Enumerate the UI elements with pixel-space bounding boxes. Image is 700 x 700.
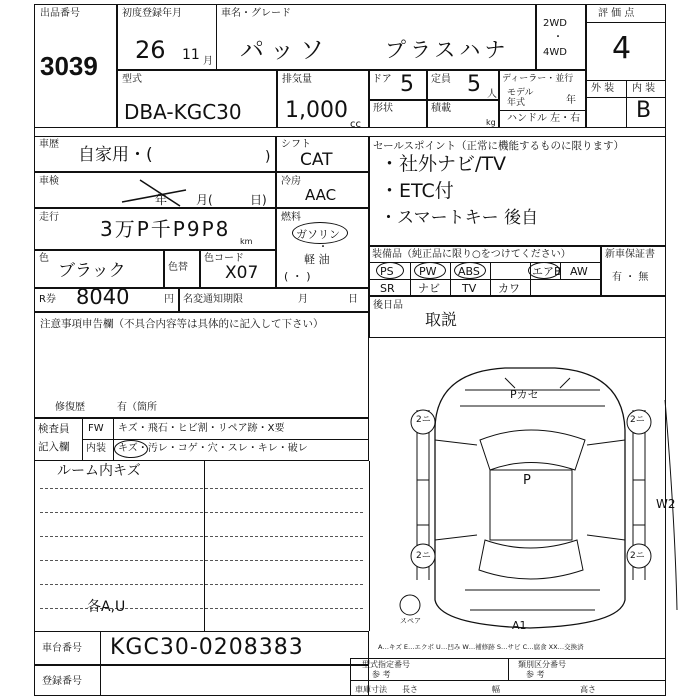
inspection-label: 車検 bbox=[39, 176, 59, 187]
drive-2wd: 2WD bbox=[543, 18, 567, 29]
notes-title: 注意事項申告欄（不具合内容等は具体的に記入して下さい） bbox=[40, 318, 324, 330]
doors-value: 5 bbox=[400, 72, 414, 97]
chassis-value: KGC30-0208383 bbox=[110, 635, 304, 660]
car-diagram bbox=[395, 360, 685, 640]
history-label: 車歴 bbox=[39, 139, 59, 150]
diagram-side-note: W2 bbox=[656, 497, 676, 511]
inspector-int-text: キズ・汚レ・コゲ・穴・スレ・キレ・破レ bbox=[118, 443, 308, 454]
model-name: パッソ bbox=[240, 36, 330, 64]
equip-navi: ナビ bbox=[418, 282, 440, 295]
warranty-value: 有 ・ 無 bbox=[612, 272, 649, 283]
aftermarket-cell bbox=[369, 296, 666, 338]
inspector-label2: 記入欄 bbox=[38, 441, 70, 453]
handle-label: ハンドル 左・右 bbox=[507, 113, 581, 124]
fuel-diesel: 軽 油 bbox=[304, 253, 330, 266]
selling-point-2: ・ETC付 bbox=[380, 180, 454, 202]
equip-sr: SR bbox=[380, 282, 395, 295]
type-designation-label: 型式指定番号 bbox=[362, 660, 410, 669]
warranty-title: 新車保証書 bbox=[605, 249, 655, 260]
car-roof bbox=[490, 470, 572, 540]
ref2-label: 参 考 bbox=[526, 670, 545, 679]
fuel-dot: ・ bbox=[318, 242, 328, 253]
transfer-label: 名変通知期限 bbox=[183, 294, 243, 305]
equip-pw-circle bbox=[414, 262, 446, 279]
diagram-legend: A…キズ E…エクボ U…凹み W…補修跡 S…サビ C…腐食 XX…交換済 bbox=[378, 643, 584, 651]
model-grade-label: 車名・グレード bbox=[221, 8, 291, 19]
capacity-label: 定員 bbox=[431, 74, 451, 85]
drive-dot: ・ bbox=[553, 32, 563, 43]
mileage-value: 3万P千P9P8 bbox=[100, 217, 231, 241]
color-code-value: X07 bbox=[225, 263, 259, 283]
inspector-fw: FW bbox=[88, 423, 104, 434]
equip-aw: AW bbox=[570, 265, 588, 278]
equip-ps-circle bbox=[376, 262, 404, 279]
selling-point-3: ・スマートキー 後自 bbox=[380, 208, 539, 228]
equip-airbag-circle bbox=[528, 262, 560, 279]
diagram-front-note: Pカセ bbox=[510, 388, 539, 401]
inspection-month: 月( bbox=[196, 193, 213, 207]
history-close: ) bbox=[265, 149, 271, 165]
car-rear-window bbox=[479, 540, 583, 579]
capacity-value: 5 bbox=[467, 72, 481, 97]
type-label: 型式 bbox=[122, 74, 142, 85]
load-label: 積載 bbox=[431, 103, 451, 114]
dim-label: 車庫寸法 bbox=[355, 685, 387, 694]
recycle-yen: 円 bbox=[164, 294, 174, 305]
transfer-day: 日 bbox=[348, 294, 358, 305]
reg-month: 11 bbox=[182, 47, 200, 63]
tire-mark-fr: 2ニ bbox=[630, 415, 645, 425]
inspector-int: 内装 bbox=[86, 443, 106, 454]
grade: プラスハナ bbox=[385, 38, 510, 62]
dim-height: 高さ bbox=[580, 685, 596, 694]
lot-label: 出品番号 bbox=[40, 8, 80, 19]
equip-ps: PS bbox=[380, 265, 394, 278]
doors-label: ドア bbox=[372, 74, 392, 85]
chassis-label: 車台番号 bbox=[42, 643, 82, 654]
repair-value: 有（箇所 bbox=[117, 402, 157, 413]
inspector-fw-text: キズ・飛石・ヒビ割・リペア跡・X要 bbox=[118, 423, 285, 434]
shape-label: 形状 bbox=[373, 103, 393, 114]
score-label: 評 価 点 bbox=[598, 8, 635, 19]
tire-mark-rr: 2ニ bbox=[630, 551, 645, 561]
int-scratch-circle bbox=[114, 440, 148, 458]
ac-value: AAC bbox=[305, 186, 337, 204]
class-label: 類別区分番号 bbox=[518, 660, 566, 669]
equip-leather: カワ bbox=[498, 282, 520, 295]
equip-airbag: エアB bbox=[532, 265, 562, 278]
equip-abs: ABS bbox=[458, 265, 480, 278]
tire-mark-fl: 2ニ bbox=[416, 415, 431, 425]
inspector-memo: ルーム内キズ bbox=[57, 463, 141, 479]
displacement-label: 排気量 bbox=[282, 74, 312, 85]
equip-pw: PW bbox=[419, 265, 437, 278]
history-cell bbox=[34, 136, 276, 172]
lot-number: 3039 bbox=[40, 51, 98, 81]
inspection-day: 日) bbox=[250, 193, 267, 207]
car-body-outline bbox=[435, 368, 625, 628]
reg-cell bbox=[34, 665, 369, 696]
color-label: 色 bbox=[39, 253, 49, 264]
car-front-window bbox=[480, 430, 585, 470]
int-label: 内 装 bbox=[632, 83, 656, 94]
fuel-gas: ガソリン bbox=[296, 228, 340, 241]
diagram-center-note: P bbox=[523, 473, 531, 488]
ref1-label: 参 考 bbox=[372, 670, 391, 679]
person-unit: 人 bbox=[487, 89, 497, 100]
inspection-strike-icon bbox=[120, 176, 190, 208]
first-reg-label: 初度登録年月 bbox=[122, 8, 182, 19]
transfer-month: 月 bbox=[298, 294, 308, 305]
type-value: DBA-KGC30 bbox=[124, 100, 242, 124]
car-panel-right bbox=[587, 440, 625, 540]
fuel-paren: ( ・ ) bbox=[284, 270, 311, 283]
dealer-label: ディーラー・並行 bbox=[502, 74, 574, 84]
reg-year: 26 bbox=[135, 36, 166, 64]
ext-label: 外 装 bbox=[591, 83, 615, 94]
displacement-value: 1,000 bbox=[285, 98, 348, 123]
ac-label: 冷房 bbox=[281, 176, 301, 187]
history-value: 自家用・( bbox=[78, 145, 153, 165]
diagram-rear-note: A1 bbox=[512, 619, 527, 632]
equipment-title: 装備品（純正品に限り○をつけてください） bbox=[372, 249, 571, 260]
car-rear-hatch bbox=[465, 590, 600, 610]
shift-value: CAT bbox=[300, 150, 333, 170]
reg-month-unit: 月 bbox=[203, 56, 213, 67]
score-value: 4 bbox=[612, 31, 632, 66]
drive-4wd: 4WD bbox=[543, 47, 567, 58]
spare-tire bbox=[400, 595, 420, 615]
kg-unit: kg bbox=[486, 118, 496, 127]
year-unit: 年 bbox=[566, 95, 576, 106]
car-panel-left bbox=[435, 440, 477, 540]
km-unit: km bbox=[240, 237, 253, 246]
selling-points-title: セールスポイント（正常に機能するものに限ります） bbox=[373, 140, 625, 152]
dim-length: 長さ bbox=[402, 685, 418, 694]
cc-unit: cc bbox=[350, 119, 361, 130]
int-score: B bbox=[636, 98, 652, 123]
fuel-label: 燃料 bbox=[281, 212, 301, 223]
color-value: ブラック bbox=[58, 261, 126, 281]
color-code-label: 色コード bbox=[204, 253, 244, 264]
inspector-memo2: 各A,U bbox=[87, 599, 126, 615]
tire-mark-rl: 2ニ bbox=[416, 551, 431, 561]
inspector-label1: 検査員 bbox=[38, 423, 70, 435]
car-front-arrow bbox=[505, 378, 570, 388]
mileage-label: 走行 bbox=[39, 212, 59, 223]
spare-label: スペア bbox=[400, 617, 421, 625]
shade-label: 色替 bbox=[168, 262, 188, 273]
recycle-value: 8040 bbox=[76, 285, 130, 309]
aftermarket-label: 後日品 bbox=[373, 300, 403, 311]
inspection-year: 年 bbox=[155, 193, 168, 207]
selling-point-1: ・社外ナビ/TV bbox=[380, 153, 507, 175]
repair-label: 修復歴 bbox=[55, 402, 85, 413]
aftermarket-value: 取説 bbox=[425, 310, 458, 329]
fuel-gas-circle bbox=[292, 222, 348, 244]
shift-label: シフト bbox=[281, 139, 311, 150]
model-year-label: モデル 年式 bbox=[507, 88, 534, 108]
recycle-label: R券 bbox=[39, 294, 56, 305]
dim-width: 幅 bbox=[492, 685, 500, 694]
reg-label: 登録番号 bbox=[42, 676, 82, 687]
car-door-lines bbox=[417, 480, 645, 525]
equip-tv: TV bbox=[462, 282, 477, 295]
equip-abs-circle bbox=[454, 262, 486, 279]
